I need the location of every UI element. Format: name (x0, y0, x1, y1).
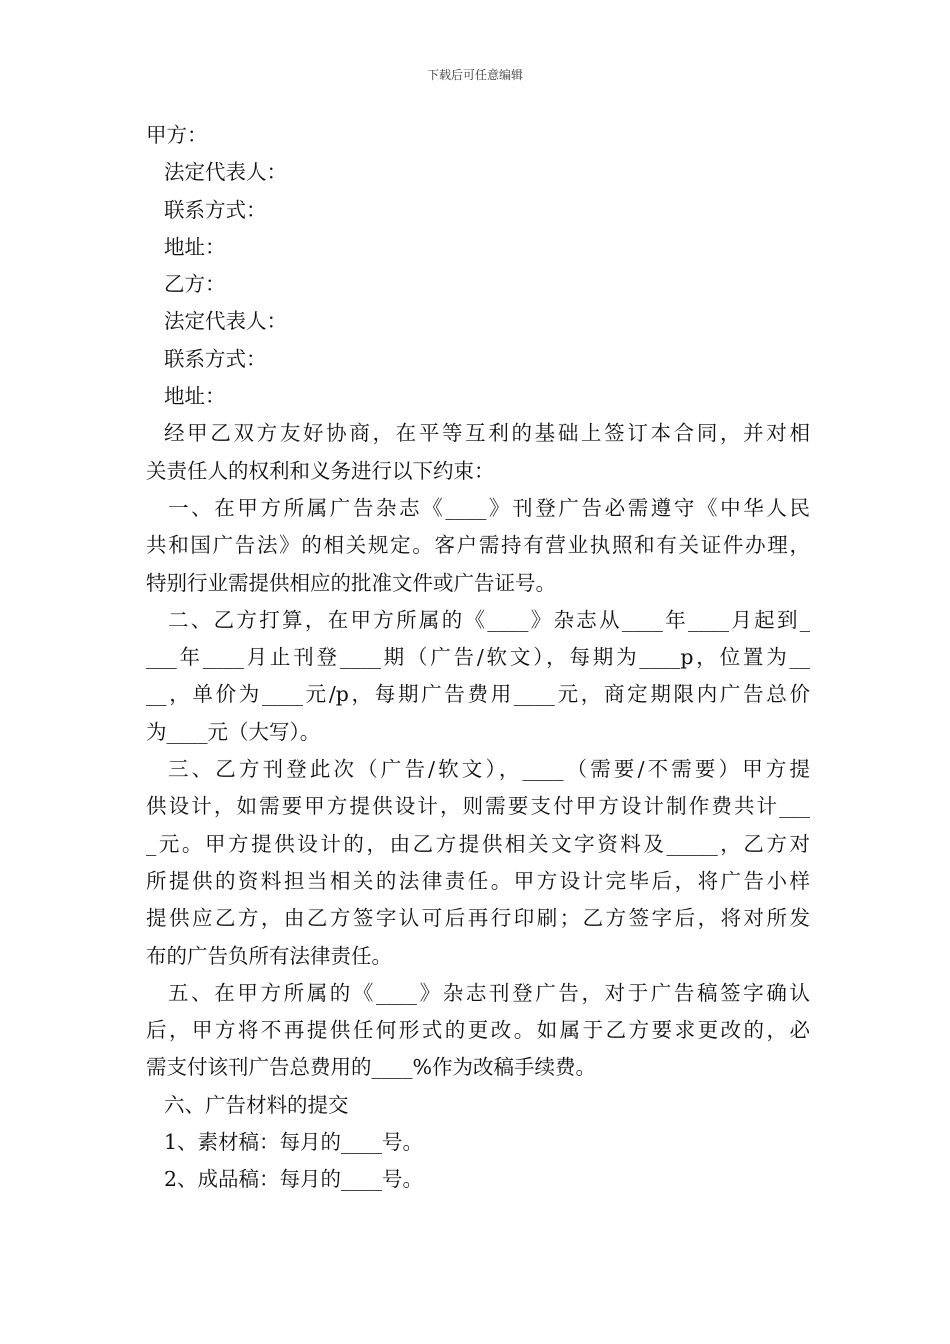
party-b-label: 乙方： (164, 272, 226, 297)
clause-2-line: 二、乙方打算，在甲方所属的《____》杂志从____年____月起到_ (168, 607, 810, 632)
clause-3-line: 三、乙方刊登此次（广告/软文），____（需要/不需要）甲方提 (168, 757, 810, 782)
party-a-label: 甲方： (146, 123, 208, 147)
party-a-legal-rep: 法定代表人： (164, 160, 287, 185)
party-a-contact: 联系方式： (164, 197, 267, 222)
clause-1-line: 特别行业需提供相应的批准文件或广告证号。 (146, 570, 556, 595)
preamble-line: 关责任人的权利和义务进行以下约束： (146, 458, 495, 483)
page-header-note: 下载后可任意编辑 (426, 68, 523, 82)
clause-3-line: _元。甲方提供设计的，由乙方提供相关文字资料及_____，乙方对 (146, 831, 810, 856)
clause-5-line: 五、在甲方所属的《____》杂志刊登广告，对于广告稿签字确认 (168, 980, 810, 1005)
clause-3-line: 布的广告负所有法律责任。 (146, 943, 392, 968)
clause-3-line: 提供应乙方，由乙方签字认可后再行印刷；乙方签字后，将对所发 (146, 906, 810, 931)
contract-body (146, 117, 810, 1199)
clause-2-line: ___年____月止刊登____期（广告/软文），每期为____p，位置为__ (146, 645, 810, 670)
clause-6-heading: 六、广告材料的提交 (164, 1092, 349, 1117)
clause-2-line: __，单价为____元/p，每期广告费用____元，商定期限内广告总价 (146, 682, 810, 707)
clause-3-line: 所提供的资料担当相关的法律责任。甲方设计完毕后，将广告小样 (146, 868, 810, 893)
party-a-address: 地址： (164, 234, 226, 259)
party-b-legal-rep: 法定代表人： (164, 309, 287, 334)
clause-1-line: 一、在甲方所属广告杂志《____》刊登广告必需遵守《中华人民 (168, 495, 810, 520)
party-b-address: 地址： (164, 384, 226, 409)
clause-3-line: 供设计，如需要甲方提供设计，则需要支付甲方设计制作费共计___ (146, 794, 810, 819)
party-b-contact: 联系方式： (164, 346, 267, 371)
preamble-line: 经甲乙双方友好协商，在平等互利的基础上签订本合同，并对相 (164, 421, 810, 446)
clause-1-line: 共和国广告法》的相关规定。客户需持有营业执照和有关证件办理， (146, 533, 810, 558)
clause-6-item-1: 1、素材稿：每月的____号。 (164, 1130, 424, 1155)
clause-6-item-2: 2、成品稿：每月的____号。 (164, 1167, 424, 1192)
clause-5-line: 需支付该刊广告总费用的____%作为改稿手续费。 (146, 1055, 596, 1080)
clause-2-line: 为____元（大写）。 (146, 719, 321, 744)
clause-5-line: 后，甲方将不再提供任何形式的更改。如属于乙方要求更改的，必 (146, 1018, 810, 1043)
